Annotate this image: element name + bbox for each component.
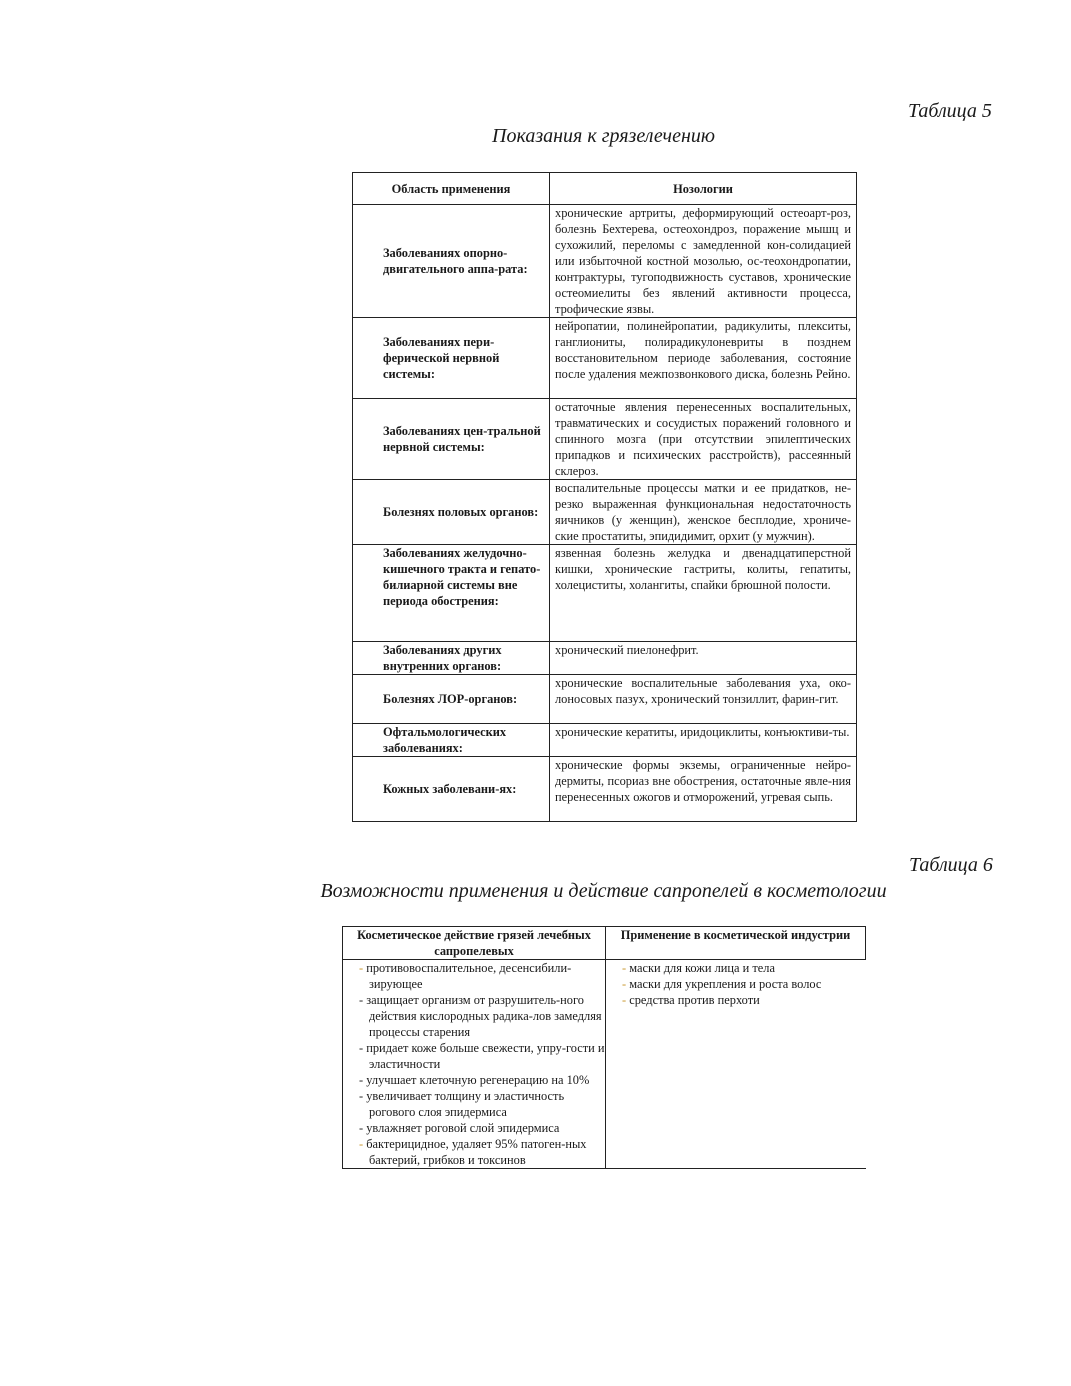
column-header-use: Применение в косметической индустрии — [606, 927, 866, 960]
area-cell: Заболеваниях пери-ферической нервной системы: — [353, 318, 550, 399]
table-row — [353, 642, 857, 675]
area-cell: Заболеваниях цен-тральной нервной системы: — [353, 399, 550, 480]
area-cell: Заболеваниях других внутренних органов: — [353, 642, 550, 675]
table-header-row — [353, 173, 857, 205]
list-item: - противовоспалительное, десенсибили-зирующее — [359, 961, 572, 991]
table-row — [353, 205, 857, 318]
column-header-action: Косметическое действие грязей лечебных сапропелевых — [343, 927, 606, 960]
table6-title: Возможности применения и действие сапропелей в косметологии — [320, 880, 887, 902]
table-row — [353, 675, 857, 724]
indications-table — [352, 172, 857, 822]
area-cell: Офтальмологических заболеваниях: — [353, 724, 550, 757]
table-row — [353, 318, 857, 399]
table5-title: Показания к грязелечению — [492, 125, 715, 147]
column-header-nosology: Нозологии — [550, 173, 857, 205]
table-row — [353, 480, 857, 545]
uses-cell — [606, 960, 866, 1169]
list-item: - придает коже больше свежести, упру-гости и эластичности — [359, 1041, 605, 1071]
actions-cell — [343, 960, 606, 1169]
nosology-cell: хронические воспалительные заболевания уха, око-лоносовых пазух, хронический тонзиллит, фарин-гит. — [550, 675, 857, 724]
cosmetology-table — [342, 926, 866, 1169]
list-item: - улучшает клеточную регенерацию на 10% — [359, 1073, 590, 1087]
list-item: - увеличивает толщину и эластичность рогового слоя эпидермиса — [359, 1089, 565, 1119]
area-cell: Заболеваниях опорно-двигательного аппа-рата: — [353, 205, 550, 318]
nosology-cell: хронический пиелонефрит. — [550, 642, 857, 675]
table-row — [353, 757, 857, 822]
table5-label: Таблица 5 — [908, 100, 992, 122]
table-row — [353, 545, 857, 642]
column-header-area: Область применения — [353, 173, 550, 205]
area-cell: Кожных заболевани-ях: — [353, 757, 550, 822]
area-cell: Болезнях половых органов: — [353, 480, 550, 545]
table-header-row — [343, 927, 866, 960]
list-item: - бактерицидное, удаляет 95% патоген-ных бактерий, грибков и токсинов — [359, 1137, 587, 1167]
nosology-cell: воспалительные процессы матки и ее придатков, не-резко выраженная функциональная недостаточность яичников (у женщин), женское бесплодие, хрониче-ские простатиты, эпидидимит, орхит (у мужчин). — [550, 480, 857, 545]
nosology-cell: хронические кератиты, иридоциклиты, конъюктиви-ты. — [550, 724, 857, 757]
nosology-cell: язвенная болезнь желудка и двенадцатиперстной кишки, хронические гастриты, колиты, гепатиты, холециститы, холангиты, спайки брюшной полости. — [550, 545, 857, 642]
table6-label: Таблица 6 — [909, 854, 993, 876]
nosology-cell: нейропатии, полинейропатии, радикулиты, плекситы, ганглиониты, полирадикулоневриты в позднем восстановительном периоде заболевания, состояние после удаления межпозвонкового диска, болезнь Рейно. — [550, 318, 857, 399]
list-item: - маски для укрепления и роста волос — [622, 977, 822, 991]
nosology-cell: остаточные явления перенесенных воспалительных, травматических и сосудистых поражений головного и спинного мозга (при отсутствии эпилептических припадков и психических расстройств), рассеянный склероз. — [550, 399, 857, 480]
nosology-cell: хронические формы экземы, ограниченные нейро-дермиты, псориаз вне обострения, остаточные явле-ния перенесенных ожогов и отморожений, угревая сыпь. — [550, 757, 857, 822]
list-item: - средства против перхоти — [622, 993, 760, 1007]
table-row — [343, 960, 866, 1169]
list-item: - маски для кожи лица и тела — [622, 961, 775, 975]
list-item: - защищает организм от разрушитель-ного действия кислородных радика-лов замедляя процессы старения — [359, 993, 602, 1039]
area-cell: Болезнях ЛОР-органов: — [353, 675, 550, 724]
table-row — [353, 724, 857, 757]
area-cell: Заболеваниях желудочно-кишечного тракта и гепато-билиарной системы вне периода обострения: — [353, 545, 550, 642]
table-row — [353, 399, 857, 480]
list-item: - увлажняет роговой слой эпидермиса — [359, 1121, 560, 1135]
nosology-cell: хронические артриты, деформирующий остеоарт-роз, болезнь Бехтерева, остеохондроз, поражение мышц и сухожилий, переломы с замедленной кон-солидацией или избыточной костной мозолью, ос-теохондропатии, контрактуры, тугоподвижность суставов, хронические остеомиелиты без явлений активности процесса, трофические язвы. — [550, 205, 857, 318]
